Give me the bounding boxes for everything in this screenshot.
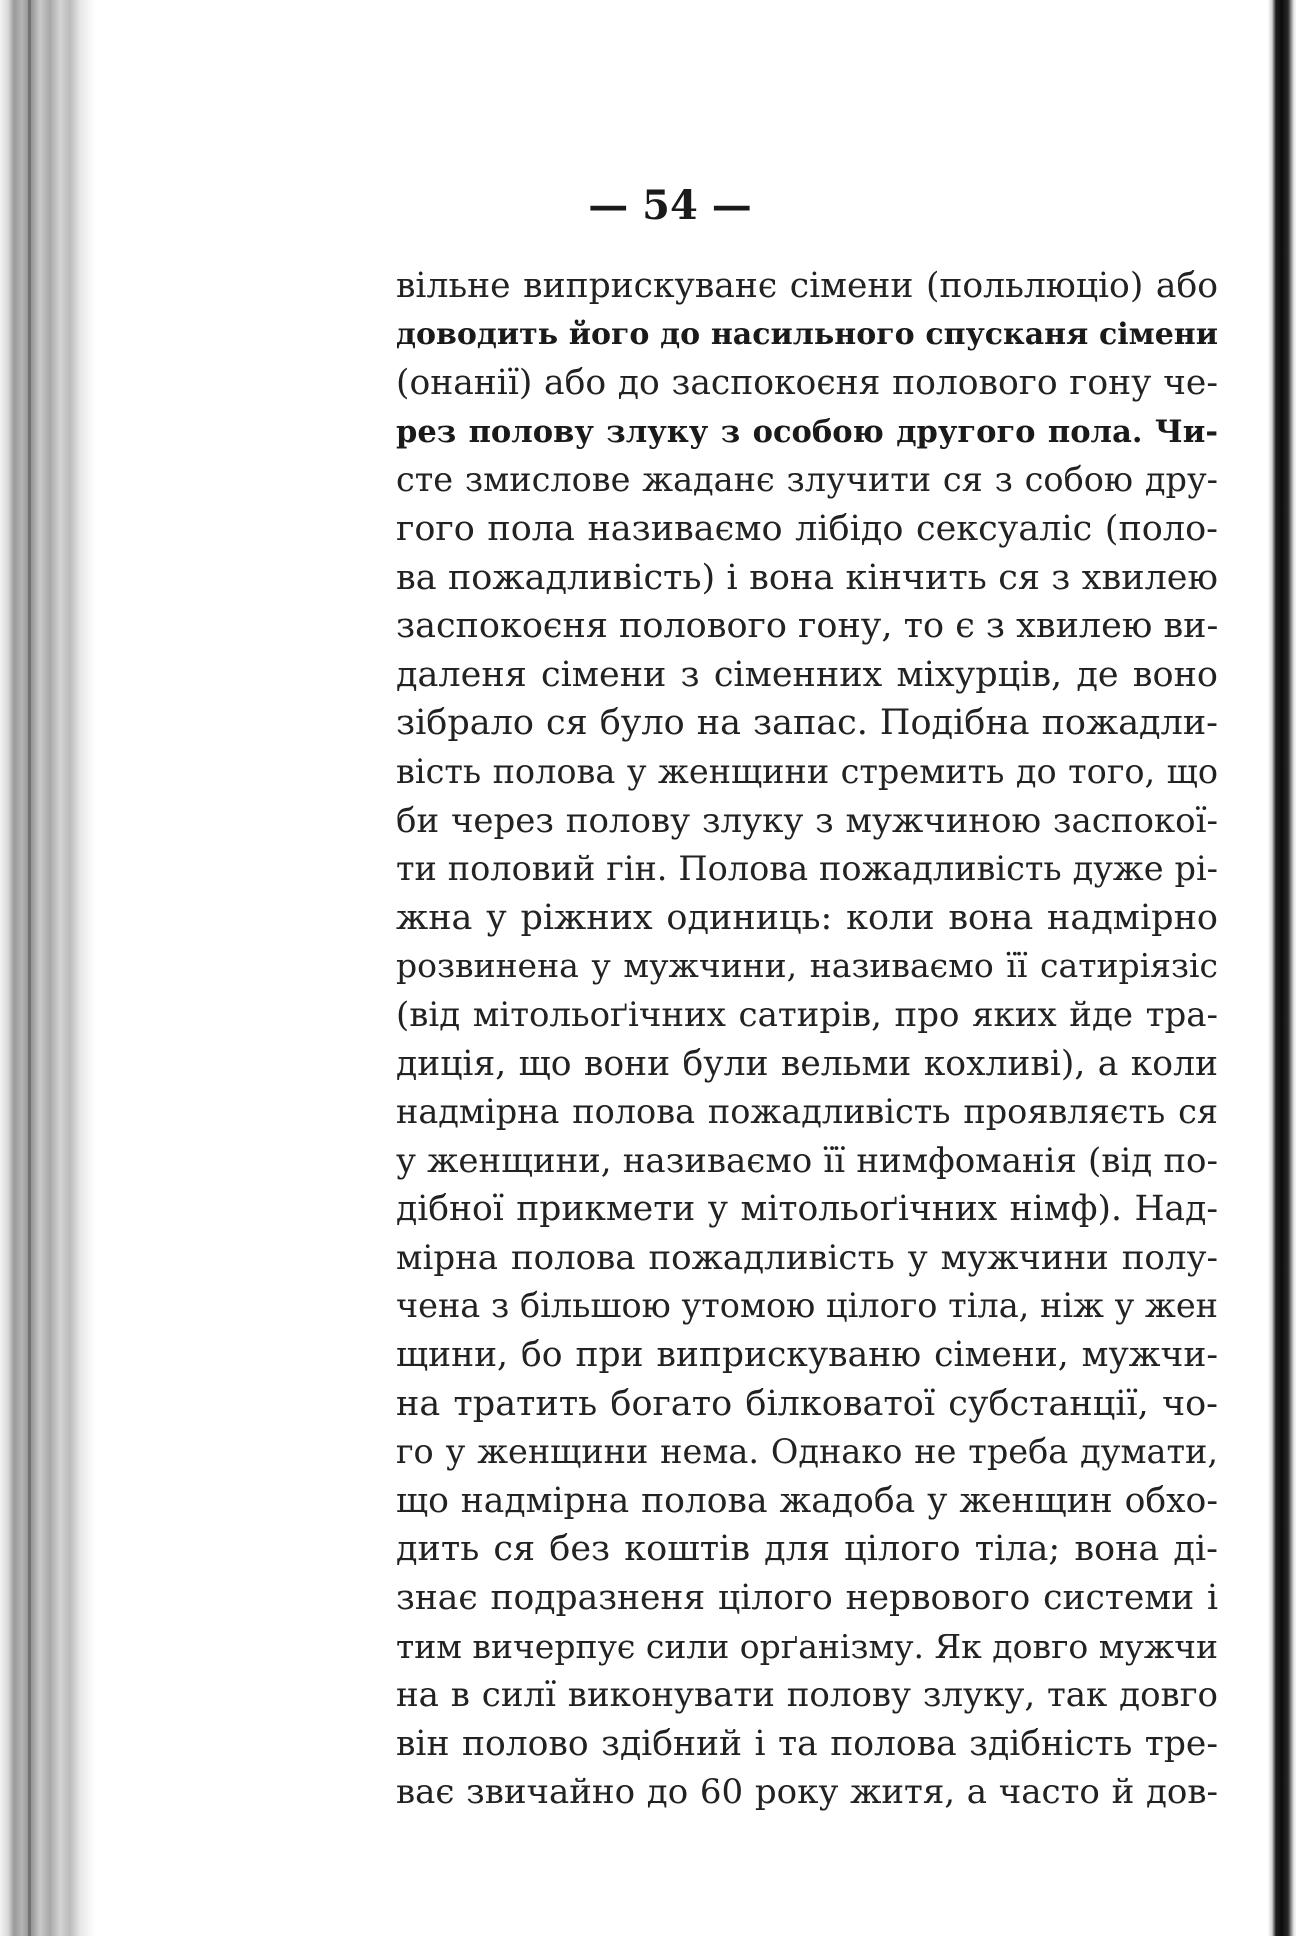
text-line: знає подразненя цілого нервового системи і bbox=[396, 1578, 1218, 1619]
book-spine-edge bbox=[0, 0, 96, 1936]
text-line: диція, що вони були вельми кохливі), а коли bbox=[396, 1043, 1218, 1084]
text-line: дібної прикмети у мітольоґічних німф). Над- bbox=[396, 1189, 1218, 1230]
text-line: заспокоєня полового гону, то є з хвилею ви- bbox=[396, 606, 1218, 647]
text-line: мірна полова пожадливість у мужчини полу- bbox=[396, 1237, 1218, 1278]
page-number: — 54 — bbox=[588, 182, 752, 229]
text-line: гого пола називаємо лібідо сексуаліс (поло- bbox=[396, 508, 1218, 549]
text-line: щини, бо при виприскуваню сімени, мужчи- bbox=[396, 1335, 1218, 1376]
text-line: ти половий гін. Полова пожадливість дуже рі- bbox=[396, 849, 1218, 889]
text-line: жна у ріжних одиниць: коли вона надмірно bbox=[396, 897, 1218, 938]
text-line: чена з більшою утомою цілого тіла, ніж у жен bbox=[396, 1286, 1218, 1326]
text-line: у женщини, називаємо її нимфоманія (від по- bbox=[396, 1140, 1218, 1181]
text-line: він полово здібний і та полова здібність тре- bbox=[396, 1723, 1218, 1764]
text-line: вільне виприскуванє сімени (польлюціо) або bbox=[396, 266, 1218, 306]
text-line: го у женщини нема. Однако не треба думати, bbox=[396, 1432, 1218, 1472]
text-line: рез полову злуку з особою другого пола. Чи- bbox=[396, 413, 1218, 450]
text-line: зібрало ся було на запас. Подібна пожадли- bbox=[396, 703, 1218, 744]
text-line: вість полова у женщини стремить до того, що bbox=[396, 751, 1218, 791]
text-line: надмірна полова пожадливість проявляєть ся bbox=[396, 1092, 1218, 1132]
text-line: ва пожадливість) і вона кінчить ся з хвилею bbox=[396, 557, 1218, 598]
text-line: сте змислове жаданє злучити ся з собою дру- bbox=[396, 460, 1218, 500]
text-line: розвинена у мужчини, називаємо її сатиріязіс bbox=[396, 946, 1218, 986]
text-line: що надмірна полова жадоба у женщин обхо- bbox=[396, 1480, 1218, 1521]
body-text bbox=[396, 262, 1218, 1817]
text-line: дить ся без коштів для цілого тіла; вона ді- bbox=[396, 1529, 1218, 1570]
text-line: тим вичерпує сили орґанізму. Як довго мужчи bbox=[396, 1626, 1218, 1666]
adjacent-page-edge bbox=[1268, 0, 1296, 1936]
text-line: на в силї виконувати полову злуку, так довго bbox=[396, 1675, 1218, 1716]
text-line: доводить його до насильного спусканя сімени bbox=[396, 316, 1218, 352]
text-line: (онанії) або до заспокоєня полового гону че- bbox=[396, 363, 1218, 404]
text-line: ває звичайно до 60 року житя, а часто й дов- bbox=[396, 1772, 1218, 1813]
text-line: би через полову злуку з мужчиною заспокої- bbox=[396, 800, 1218, 841]
text-line: даленя сімени з сіменних міхурців, де воно bbox=[396, 654, 1218, 695]
text-line: (від мітольоґічних сатирів, про яких йде тра- bbox=[396, 994, 1218, 1035]
text-line: на тратить богато білковатої субстанції, чо- bbox=[396, 1383, 1218, 1424]
